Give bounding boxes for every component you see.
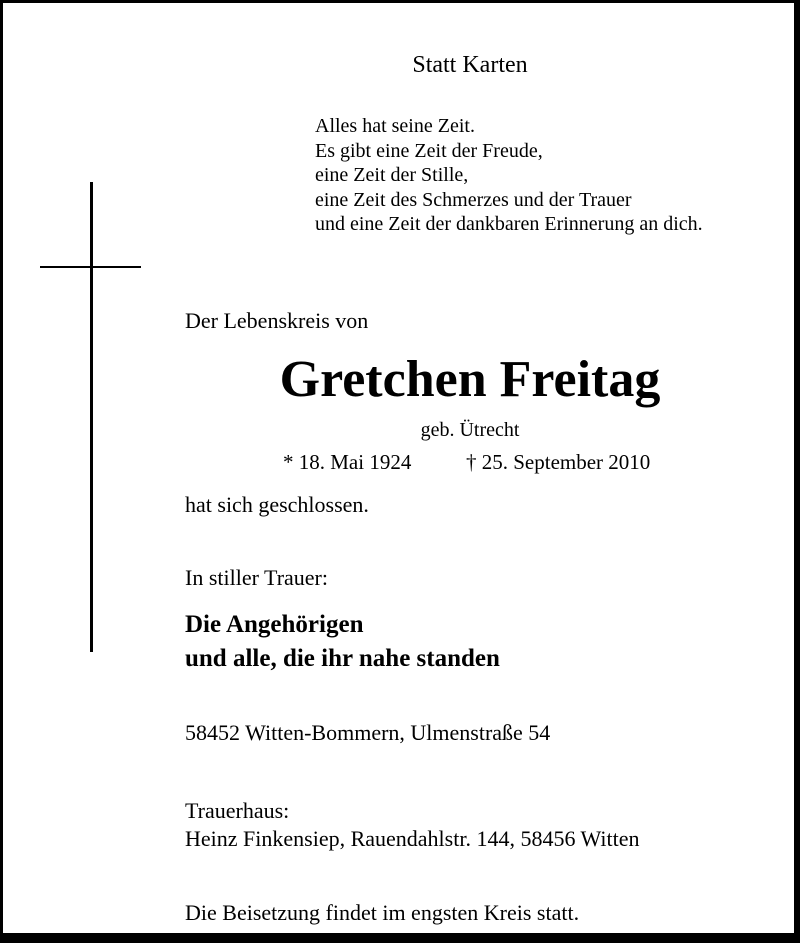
maiden-name: geb. Ütrecht: [420, 419, 520, 441]
poem: [315, 114, 703, 237]
closing-text: hat sich geschlossen.: [185, 492, 369, 517]
family-address: 58452 Witten-Bommern, Ulmenstraße 54: [185, 720, 551, 745]
mourning-house-address: Heinz Finkensiep, Rauendahlstr. 144, 58456 Witten: [185, 826, 640, 851]
birth-date: * 18. Mai 1924: [283, 450, 412, 474]
family-signature: [185, 608, 500, 676]
cross-vertical-bar: [90, 182, 93, 652]
mourning-label: In stiller Trauer:: [185, 565, 328, 590]
poem-line: Alles hat seine Zeit.: [315, 115, 475, 137]
intro-text: Der Lebenskreis von: [185, 308, 369, 333]
family-line: Die Angehörigen: [185, 611, 364, 638]
poem-line: eine Zeit des Schmerzes und der Trauer: [315, 188, 632, 211]
header-statt-karten: Statt Karten: [412, 52, 528, 78]
mourning-house-label: Trauerhaus:: [185, 798, 290, 823]
poem-line: und eine Zeit der dankbaren Erinnerung an dich.: [315, 213, 703, 235]
burial-note: Die Beisetzung findet im engsten Kreis statt.: [185, 900, 580, 925]
poem-line: Es gibt eine Zeit der Freude,: [315, 139, 543, 162]
cross-horizontal-bar: [40, 266, 141, 268]
deceased-name: Gretchen Freitag: [279, 351, 661, 408]
family-line: und alle, die ihr nahe standen: [185, 645, 500, 672]
death-date: † 25. September 2010: [466, 450, 651, 474]
poem-line: eine Zeit der Stille,: [315, 164, 469, 186]
